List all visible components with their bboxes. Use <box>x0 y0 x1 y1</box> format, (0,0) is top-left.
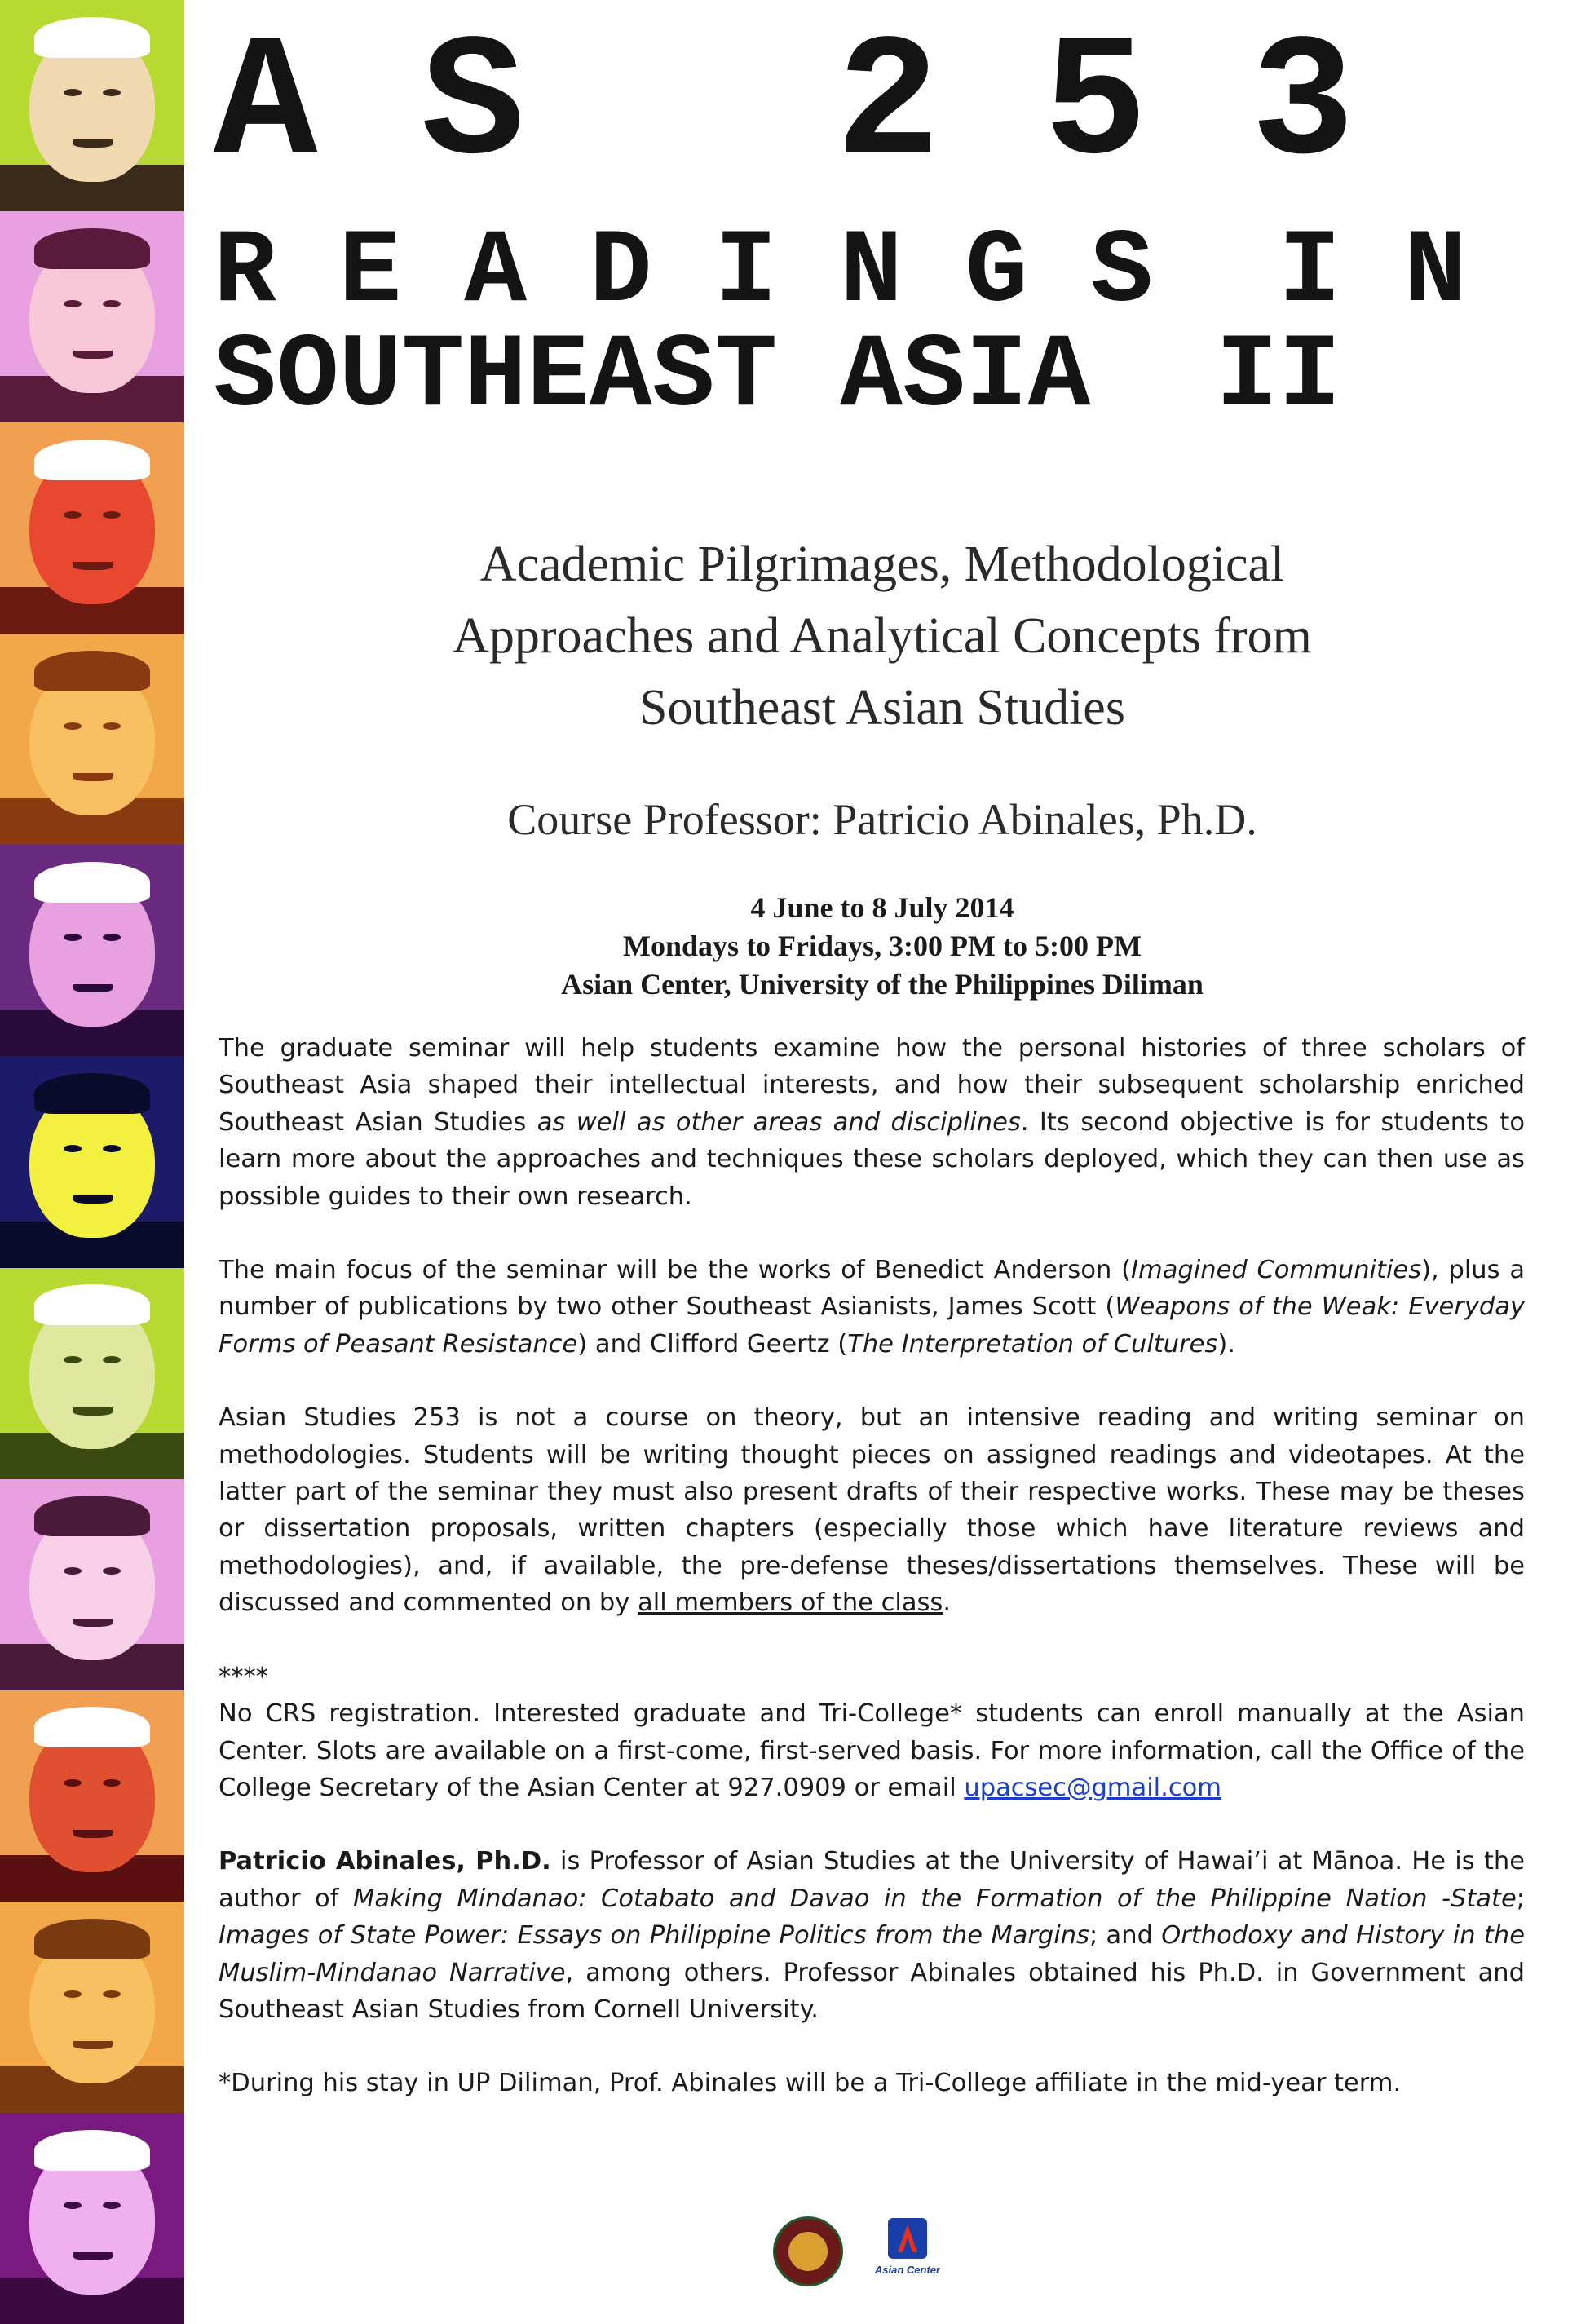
text-span: ). <box>1217 1329 1235 1359</box>
text-span: ; and <box>1089 1921 1162 1951</box>
text-span: is Professor of Asian Studies at the University of Hawai’i at Mānoa. He is the author of <box>219 1847 1525 1913</box>
subtitle-line-3: Southeast Asian Studies <box>639 680 1125 736</box>
underlined-text: all members of the class <box>638 1588 943 1618</box>
portrait-panel <box>0 1690 184 1902</box>
text-span: No CRS registration. Interested graduate and Tri-College* students can enroll manually at the Asian Center. Slots are available on a first-come, first-served basis. For more information, call the Office of the College Secretary of the Asian Center at 927.0909 or email <box>219 1699 1525 1802</box>
portrait-strip <box>0 0 184 2324</box>
course-title-line-1: R E A D I N G S I N <box>214 214 1467 332</box>
paragraph-objectives <box>219 1030 1525 1215</box>
paragraph-format <box>219 1399 1525 1621</box>
portrait-panel <box>0 845 184 1057</box>
schedule-block <box>214 889 1551 1004</box>
logos <box>773 2211 952 2290</box>
schedule-time: Mondays to Fridays, 3:00 PM to 5:00 PM <box>623 930 1142 962</box>
portrait-panel <box>0 634 184 846</box>
portrait-panel <box>0 1479 184 1691</box>
portrait-panel <box>0 422 184 634</box>
portrait-panel <box>0 0 184 212</box>
portrait-panel <box>0 2113 184 2324</box>
text-span: The main focus of the seminar will be the works of Benedict Anderson ( <box>219 1256 1132 1285</box>
text-span: ; <box>1516 1884 1525 1913</box>
book-title: Weapons of the Weak: Everyday Forms of Peasant Resistance <box>219 1292 1525 1359</box>
book-title: Images of State Power: Essays on Philippine Politics from the Margins <box>219 1921 1089 1951</box>
text-span: ) and Clifford Geertz ( <box>577 1329 848 1359</box>
paragraph-bio <box>219 1843 1525 2028</box>
book-title: The Interpretation of Cultures <box>847 1329 1218 1359</box>
portrait-panel <box>0 1056 184 1268</box>
portrait-panel <box>0 1902 184 2114</box>
paragraph-registration <box>219 1695 1525 1806</box>
schedule-dates: 4 June to 8 July 2014 <box>750 891 1014 924</box>
book-title: Orthodoxy and History in the Muslim-Mindanao Narrative <box>219 1921 1525 1987</box>
text-span: Asian Studies 253 is not a course on theory, but an intensive reading and writing seminar on methodologies. Students will be writing thought pieces on assigned readings and videotapes. At the latter part of the seminar they must also present drafts of their respective works. These may be theses or dissertation proposals, written chapters (especially those which have literature reviews and methodologies), and, if available, the pre-defense theses/dissertations themselves. These will be discussed and commented on by <box>219 1403 1525 1618</box>
subtitle-line-2: Approaches and Analytical Concepts from <box>453 608 1312 664</box>
schedule-venue: Asian Center, University of the Philippines Diliman <box>561 968 1204 1001</box>
course-code-title: A S 2 5 3 <box>214 8 1355 204</box>
course-title-line-2: SOUTHEAST ASIA II <box>214 318 1341 436</box>
email-link[interactable]: upacsec@gmail.com <box>964 1773 1221 1802</box>
svg-text:Asian Center: Asian Center <box>875 2264 940 2276</box>
text-span: . <box>943 1588 952 1618</box>
book-title: Making Mindanao: Cotabato and Davao in the Formation of the Philippine Nation -State <box>353 1884 1517 1913</box>
paragraph-focus <box>219 1252 1525 1363</box>
course-professor: Course Professor: Patricio Abinales, Ph.D. <box>507 795 1257 844</box>
subtitle-line-1: Academic Pilgrimages, Methodological <box>479 537 1285 592</box>
portrait-panel <box>0 1268 184 1480</box>
portrait-panel <box>0 211 184 423</box>
text-span: . Its second objective is for students to learn more about the approaches and techniques these scholars deployed, which they can then use as possible guides to their own research. <box>219 1107 1525 1211</box>
asian-center-logo <box>875 2215 940 2288</box>
emphasis-text: as well as other areas and disciplines <box>537 1107 1021 1137</box>
paragraph-footnote: *During his stay in UP Diliman, Prof. Abinales will be a Tri-College affiliate in the mid-year term. <box>219 2069 1402 2098</box>
course-subtitle <box>214 528 1551 744</box>
text-span: , among others. Professor Abinales obtained his Ph.D. in Government and Southeast Asian Studies from Cornell University. <box>219 1958 1525 2024</box>
text-span: ), plus a number of publications by two other Southeast Asianists, James Scott ( <box>219 1256 1526 1322</box>
book-title: Imagined Communities <box>1131 1256 1422 1285</box>
up-seal-logo <box>773 2216 843 2286</box>
professor-name: Patricio Abinales, Ph.D. <box>219 1847 551 1876</box>
separator-stars: **** <box>219 1662 268 1691</box>
text-span: The graduate seminar will help students examine how the personal histories of three scholars of Southeast Asia shaped their intellectual interests, and how their subsequent scholarship enriched Southeast Asian Studies <box>219 1034 1525 1137</box>
course-description <box>219 1030 1525 2139</box>
